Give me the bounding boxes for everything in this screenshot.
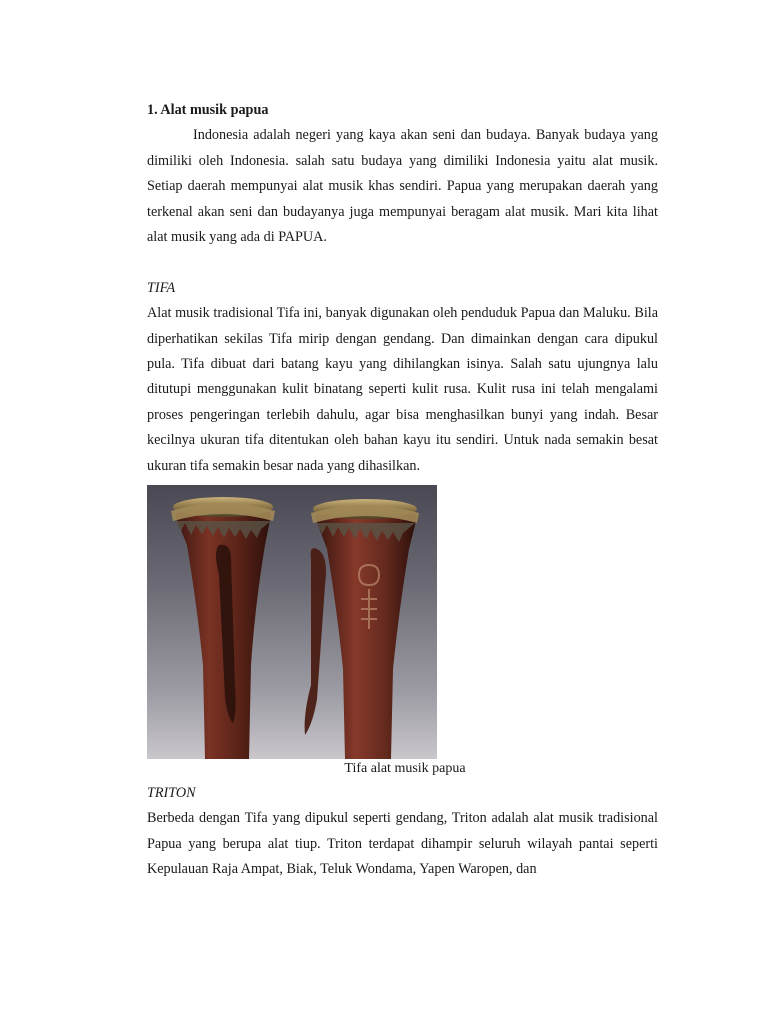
document-page: [147, 98, 658, 883]
blank-line: [147, 250, 658, 275]
tifa-title: TIFA: [147, 279, 176, 296]
triton-paragraph: Berbeda dengan Tifa yang dipukul seperti gendang, Triton adalah alat musik tradisional Papua yang berupa alat tiup. Triton terdapat dihampir seluruh wilayah pantai seperti Kepulauan Raja Ampat, Biak, Teluk Wondama, Yapen Waropen, dan: [147, 810, 658, 878]
triton-title: TRITON: [147, 785, 196, 802]
tifa-paragraph: Alat musik tradisional Tifa ini, banyak digunakan oleh penduduk Papua dan Maluku. Bila diperhatikan sekilas Tifa mirip dengan gendang. Dan dimainkan dengan cara dipukul pula. Tifa dibuat dari batang kayu yang dihilangkan isinya. Salah satu ujungnya lalu ditutupi menggunakan kulit binatang seperti kulit rusa. Kulit rusa ini telah mengalami proses pengeringan terlebih dahulu, agar bisa menghasilkan bunyi yang indah. Besar kecilnya ukuran tifa ditentukan oleh bahan kayu itu sendiri. Untuk nada semakin besat ukuran tifa semakin besar nada yang dihasilkan.: [147, 305, 658, 474]
section-heading: 1. Alat musik papua: [147, 102, 269, 118]
tifa-drums-image: [147, 485, 437, 759]
tifa-photo: [147, 485, 437, 759]
intro-paragraph: Indonesia adalah negeri yang kaya akan seni dan budaya. Banyak budaya yang dimiliki oleh Indonesia. salah satu budaya yang dimiliki Indonesia yaitu alat musik. Setiap daerah mempunyai alat musik khas sendiri. Papua yang merupakan daerah yang terkenal akan seni dan budayanya juga mempunyai beragam alat musik. Mari kita lihat alat musik yang ada di PAPUA.: [147, 127, 658, 246]
tifa-figure: [147, 485, 658, 781]
figure-caption: Tifa alat musik papua: [344, 761, 466, 777]
